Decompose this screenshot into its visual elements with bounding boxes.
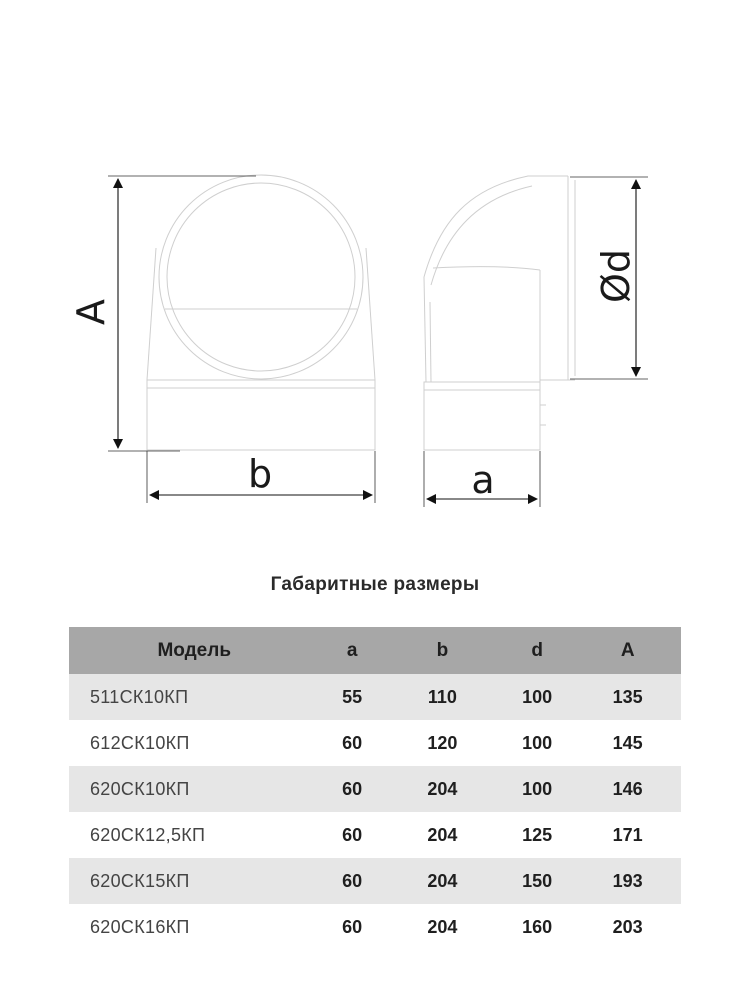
table-row <box>69 812 681 858</box>
side-view <box>424 176 575 450</box>
header-a: a <box>319 627 384 674</box>
front-extension-lines <box>108 176 375 503</box>
cell-b: 110 <box>385 674 500 720</box>
header-model: Модель <box>69 627 319 674</box>
table-row <box>69 904 681 950</box>
cell-model: 612СК10КП <box>69 720 319 766</box>
cell-b: 120 <box>385 720 500 766</box>
cell-d: 150 <box>500 858 574 904</box>
cell-a: 60 <box>319 812 384 858</box>
cell-model: 620СК15КП <box>69 858 319 904</box>
cell-model: 620СК12,5КП <box>69 812 319 858</box>
dimension-a-label: a <box>471 458 495 502</box>
cell-d: 100 <box>500 766 574 812</box>
table-row <box>69 674 681 720</box>
dimensions-table <box>69 627 681 950</box>
header-A: A <box>574 627 681 674</box>
front-view <box>147 175 375 450</box>
cell-b: 204 <box>385 904 500 950</box>
side-extension-lines <box>424 177 648 507</box>
header-d: d <box>500 627 574 674</box>
cell-a: 60 <box>319 766 384 812</box>
table-row <box>69 720 681 766</box>
cell-A: 203 <box>574 904 681 950</box>
cell-A: 193 <box>574 858 681 904</box>
cell-d: 125 <box>500 812 574 858</box>
cell-a: 60 <box>319 858 384 904</box>
table-header-row <box>69 627 681 674</box>
cell-A: 171 <box>574 812 681 858</box>
header-b: b <box>385 627 500 674</box>
cell-d: 100 <box>500 720 574 766</box>
cell-d: 160 <box>500 904 574 950</box>
cell-model: 620СК16КП <box>69 904 319 950</box>
section-title: Габаритные размеры <box>270 574 480 595</box>
cell-model: 511СК10КП <box>69 674 319 720</box>
table-row <box>69 858 681 904</box>
dimension-b-label: b <box>247 452 273 496</box>
cell-b: 204 <box>385 766 500 812</box>
cell-b: 204 <box>385 812 500 858</box>
dimension-A-label: A <box>69 299 113 325</box>
cell-A: 135 <box>574 674 681 720</box>
cell-b: 204 <box>385 858 500 904</box>
cell-A: 145 <box>574 720 681 766</box>
cell-a: 60 <box>319 720 384 766</box>
cell-A: 146 <box>574 766 681 812</box>
cell-model: 620СК10КП <box>69 766 319 812</box>
dimension-d-label: Ød <box>594 248 638 304</box>
cell-a: 55 <box>319 674 384 720</box>
cell-d: 100 <box>500 674 574 720</box>
cell-a: 60 <box>319 904 384 950</box>
table-row <box>69 766 681 812</box>
